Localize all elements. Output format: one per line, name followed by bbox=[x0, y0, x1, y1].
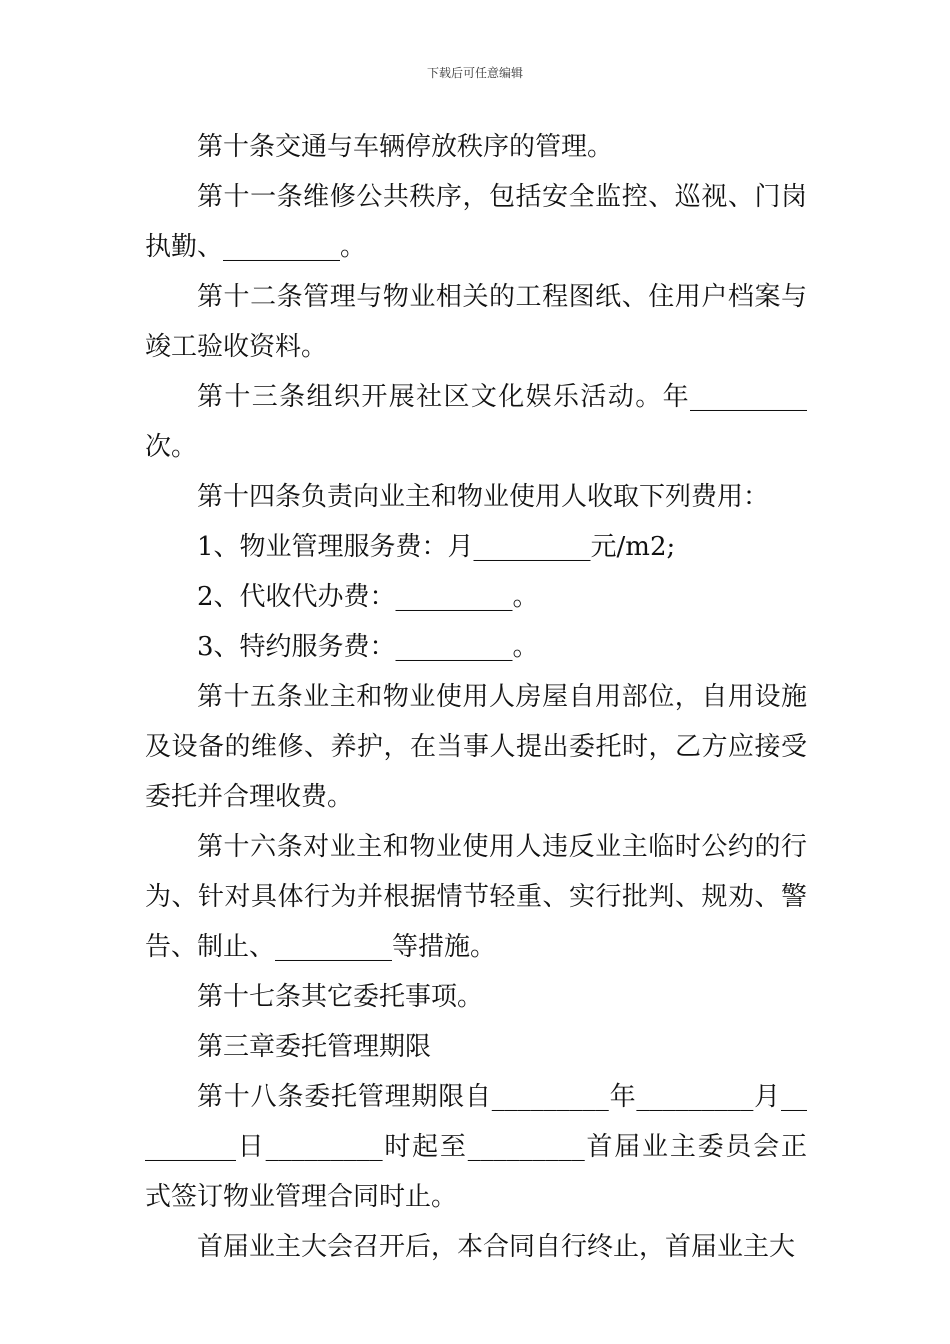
paragraph-article-11: 第十一条维修公共秩序，包括安全监控、巡视、门岗执勤、_________。 bbox=[145, 182, 807, 262]
paragraph-termination: 首届业主大会召开后，本合同自行终止，首届业主大 bbox=[197, 1232, 796, 1262]
chapter-heading-3: 第三章委托管理期限 bbox=[197, 1032, 432, 1062]
paragraph-article-14: 第十四条负责向业主和物业使用人收取下列费用： bbox=[197, 482, 770, 512]
paragraph-article-13: 第十三条组织开展社区文化娱乐活动。年_________次。 bbox=[145, 382, 807, 462]
document-body bbox=[145, 122, 807, 1272]
page-header: 下载后可任意编辑 bbox=[426, 66, 523, 80]
list-item-fee-2: 2、代收代办费：_________。 bbox=[197, 582, 539, 612]
list-item-fee-3: 3、特约服务费：_________。 bbox=[197, 632, 539, 662]
list-item-fee-1: 1、物业管理服务费：月_________元/m2; bbox=[197, 532, 676, 562]
paragraph-article-15: 第十五条业主和物业使用人房屋自用部位，自用设施及设备的维修、养护，在当事人提出委托时，乙方应接受委托并合理收费。 bbox=[145, 682, 807, 812]
paragraph-article-18: 第十八条委托管理期限自_________年_________月_________日_________时起至_________首届业主委员会正式签订物业管理合同时止。 bbox=[145, 1082, 807, 1212]
paragraph-article-12: 第十二条管理与物业相关的工程图纸、住用户档案与竣工验收资料。 bbox=[145, 282, 807, 362]
paragraph-article-10: 第十条交通与车辆停放秩序的管理。 bbox=[197, 132, 614, 162]
paragraph-article-17: 第十七条其它委托事项。 bbox=[197, 982, 484, 1012]
paragraph-article-16: 第十六条对业主和物业使用人违反业主临时公约的行为、针对具体行为并根据情节轻重、实行批判、规劝、警告、制止、_________等措施。 bbox=[145, 832, 807, 962]
